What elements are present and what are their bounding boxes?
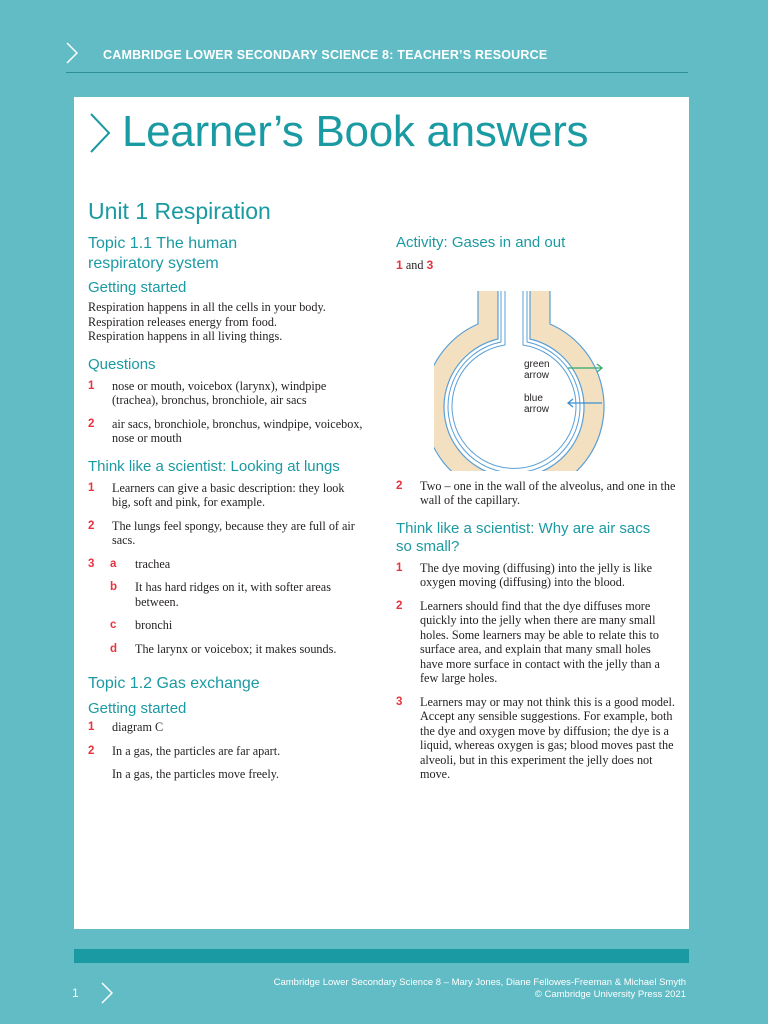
item-text: Two – one in the wall of the alveolus, and one in the wall of the capillary. xyxy=(420,478,676,507)
text-line: Respiration happens in all the cells in your body. xyxy=(88,300,326,314)
item-number: 2 xyxy=(396,599,403,612)
topic-1-2-title: Topic 1.2 Gas exchange xyxy=(88,675,260,692)
item-text: The lungs feel spongy, because they are full of air sacs. xyxy=(112,518,355,547)
air-sacs-heading xyxy=(396,520,676,556)
page-title: Learner’s Book answers xyxy=(122,107,589,156)
unit-title: Unit 1 Respiration xyxy=(88,198,271,224)
item-number: 3 xyxy=(396,695,403,708)
ref-number: 1 xyxy=(396,258,403,272)
list-item xyxy=(88,720,366,735)
right-column xyxy=(396,234,676,782)
blue-label: arrow xyxy=(524,403,550,415)
item-text: bronchi xyxy=(135,618,173,632)
item-text: The dye moving (diffusing) into the jelly is like oxygen moving (diffusing) into the blood. xyxy=(420,560,652,589)
list-item xyxy=(88,580,366,609)
list-item xyxy=(396,599,676,686)
text-line: In a gas, the particles move freely. xyxy=(112,767,280,781)
blue-label: blue xyxy=(524,392,543,404)
green-label: green xyxy=(524,358,550,370)
item-number: 2 xyxy=(88,417,95,430)
item-text: The larynx or voicebox; it makes sounds. xyxy=(135,641,337,656)
capillary-wall xyxy=(448,291,580,471)
chevron-right-icon xyxy=(89,112,111,154)
footer-bar xyxy=(74,949,689,963)
list-item xyxy=(88,618,366,633)
header-rule xyxy=(66,72,688,73)
alveolus-diagram xyxy=(434,281,634,471)
list-item xyxy=(88,417,366,446)
item-number: 1 xyxy=(88,721,95,733)
green-label: arrow xyxy=(524,369,550,381)
text-line: Respiration releases energy from food. xyxy=(88,314,277,329)
questions-heading: Questions xyxy=(88,355,156,373)
ref-number: 3 xyxy=(426,258,434,272)
item-text: nose or mouth, voicebox (larynx), windpipe (trachea), bronchus, bronchiole, air sacs xyxy=(112,378,327,407)
item-letter: a xyxy=(110,557,117,570)
chevron-right-icon[interactable] xyxy=(101,982,113,1004)
item-number: 2 xyxy=(88,744,95,757)
item-text: trachea xyxy=(135,556,171,571)
item-text: It has hard ridges on it, with softer areas between. xyxy=(135,580,331,609)
getting-started-heading: Getting started xyxy=(88,700,187,717)
item-text: In a gas, the particles are far apart. xyxy=(112,743,281,758)
topic-title-line: respiratory system xyxy=(88,255,219,272)
running-header xyxy=(0,0,768,72)
left-column xyxy=(88,234,366,782)
heading-line: so small? xyxy=(396,537,460,555)
getting-started-text xyxy=(88,300,366,344)
list-item xyxy=(88,744,366,759)
item-number: 1 xyxy=(88,379,95,392)
item-number: 3 xyxy=(88,557,95,570)
item-number: 2 xyxy=(88,519,95,532)
item-text: Learners may or may not think this is a good model. Accept any sensible suggestions. For example, both the dye and oxygen move by diffusion; the dye is a liquid, whereas oxygen is gas; blood moves past the alveoli, but in this experiment the jelly does not move. xyxy=(420,694,675,781)
list-item xyxy=(88,379,366,408)
item-number: 1 xyxy=(88,481,95,494)
item-letter: b xyxy=(110,581,118,593)
activity-heading: Activity: Gases in and out xyxy=(396,234,566,251)
lungs-heading: Think like a scientist: Looking at lungs xyxy=(88,457,340,475)
item-letter: d xyxy=(110,642,118,655)
list-item xyxy=(88,642,366,657)
item-text: air sacs, bronchiole, bronchus, windpipe, voicebox, nose or mouth xyxy=(112,416,363,445)
running-header-title: CAMBRIDGE LOWER SECONDARY SCIENCE 8: TEACHER’S RESOURCE xyxy=(103,48,548,62)
getting-started-heading: Getting started xyxy=(88,279,187,296)
list-item xyxy=(396,479,676,508)
list-item xyxy=(396,561,676,590)
topic-1-1-title xyxy=(88,234,366,274)
footer-line: Cambridge Lower Secondary Science 8 – Mary Jones, Diane Fellowes-Freeman & Michael Smyth xyxy=(273,977,686,988)
list-item xyxy=(396,695,676,782)
item-number: 1 xyxy=(396,561,403,574)
list-item xyxy=(88,519,366,548)
activity-reference xyxy=(396,258,676,273)
ref-and: and xyxy=(402,258,427,272)
footer-credits xyxy=(274,977,686,1001)
list-item xyxy=(88,481,366,510)
heading-line: Think like a scientist: Why are air sacs xyxy=(396,519,651,537)
item-number: 2 xyxy=(396,479,403,492)
item-text: diagram C xyxy=(112,720,164,734)
list-item xyxy=(88,557,366,572)
topic-title-line: Topic 1.1 The human xyxy=(88,235,238,252)
item-letter: c xyxy=(110,619,117,631)
page-number: 1 xyxy=(72,986,79,1000)
chevron-right-icon xyxy=(66,42,78,64)
text-line: Respiration happens in all living things. xyxy=(88,329,283,343)
footer-line: © Cambridge University Press 2021 xyxy=(534,989,686,1000)
item-text: Learners can give a basic description: they look big, soft and pink, for example. xyxy=(112,480,345,509)
item-text: Learners should find that the dye diffuses more quickly into the jelly when there are many small holes. Some learners may be able to relate this to surface area, and explain that many small holes have more surface in contact with the jelly than a few large holes. xyxy=(420,598,660,685)
